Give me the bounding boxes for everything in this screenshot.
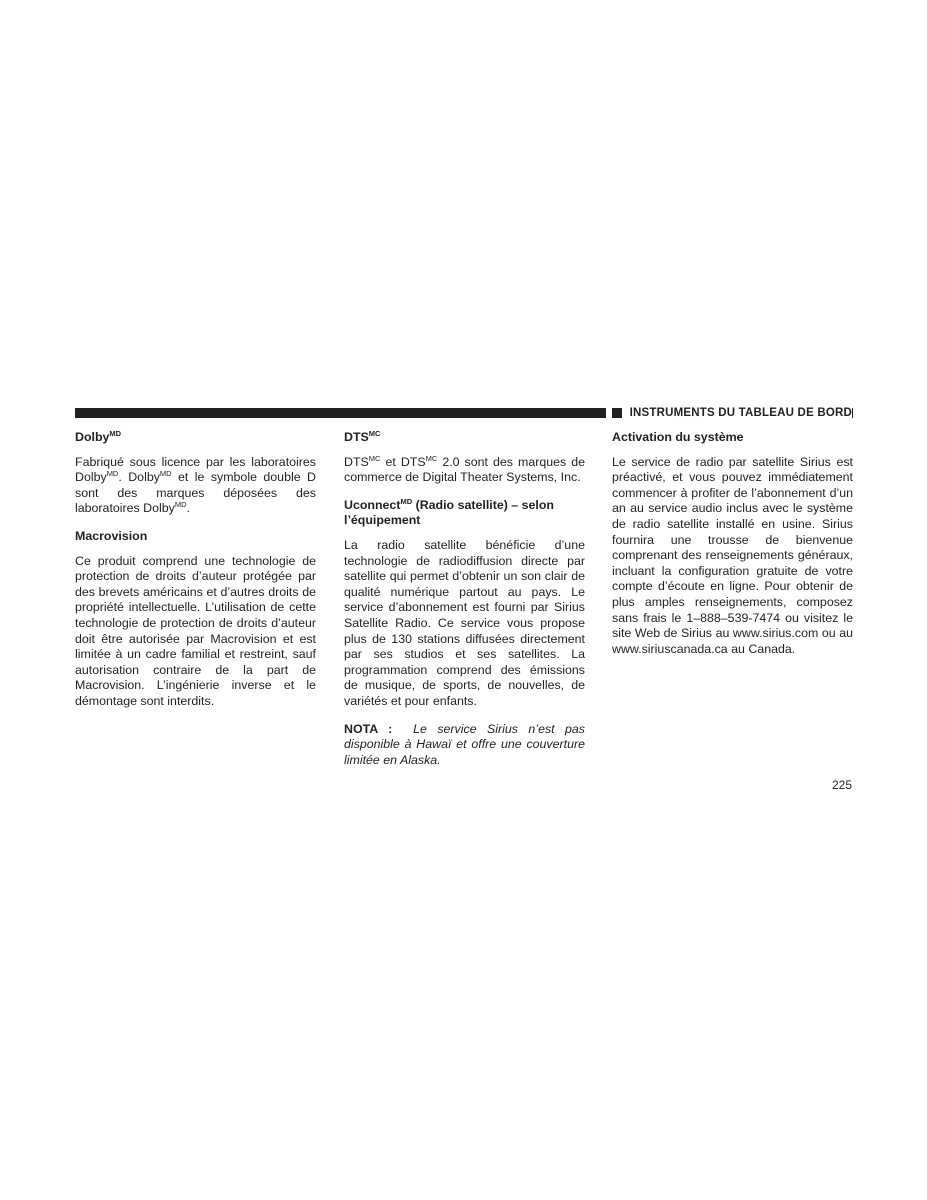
dts-heading: $DTS^{MC}$ [344, 429, 381, 444]
note-paragraph [344, 722, 585, 769]
uconnect-heading: Uconnect$^{MD}$ (Radio satellite) – selon l’équipement [344, 496, 554, 528]
dolby-paragraph: Fabriqué sous licence par les laboratoires Dolby$^{MD}$. Dolby$^{MD}$ et le symbole double D sont des marques déposées des laboratoires Dolby$^{MD}$. [75, 454, 316, 516]
note-text: Le service Sirius n’est pas disponible à Hawaï et offre une couverture limitée en Alaska. [344, 721, 586, 767]
macrovision-heading: Macrovision [75, 528, 148, 543]
activation-heading: Activation du système [612, 430, 744, 444]
dolby-heading: Dolby$^{MD}$ [75, 429, 122, 444]
column-2 [344, 430, 585, 780]
page-number: 225 [831, 778, 852, 792]
column-1 [75, 430, 316, 722]
header-rule [75, 408, 606, 418]
uconnect-paragraph: La radio satellite bénéficie d’une technologie de radiodiffusion directe par satellite qui permet d’obtenir un son clair de qualité numérique partout au pays. Le service d’abonnement est fourni par Sirius Satellite Radio. Ce service vous propose plus de 130 stations diffusées directement par ses studios et ses satellites. La programmation comprend des émissions de musique, de sports, de nouvelles, de variétés et pour enfants. [344, 537, 585, 708]
dts-paragraph: $DTS^{MC}$ et $DTS^{MC}$ 2.0 sont des marques de commerce de Digital Theater Systems, Inc. [344, 453, 586, 485]
column-3 [612, 430, 853, 669]
section-title: INSTRUMENTS DU TABLEAU DE BORD [622, 406, 852, 420]
activation-paragraph: Le service de radio par satellite Sirius est préactivé, et vous pouvez immédiatement commencer à profiter de l’abonnement d’un an au service audio inclus avec le système de radio satellite installé en usine. Sirius fournira une trousse de bienvenue comprenant des renseignements généraux, incluant la configuration gratuite de votre compte d’écoute en ligne. Pour obtenir de plus amples renseignements, composez sans frais le 1–888–539-7474 ou visitez le site Web de Sirius au www.sirius.com ou au www.siriuscanada.ca au Canada. [612, 454, 853, 656]
macrovision-paragraph: Ce produit comprend une technologie de protection de droits d’auteur protégée par des brevets américains et d’autres droits de propriété intellectuelle. L’utilisation de cette technologie de protection de droits d’auteur doit être autorisée par Macrovision et est limitée à un cadre familial et restreint, sauf autorisation contraire de la part de Macrovision. L’ingénierie inverse et le démontage sont interdits. [75, 553, 316, 708]
note-label: NOTA : [344, 721, 393, 736]
